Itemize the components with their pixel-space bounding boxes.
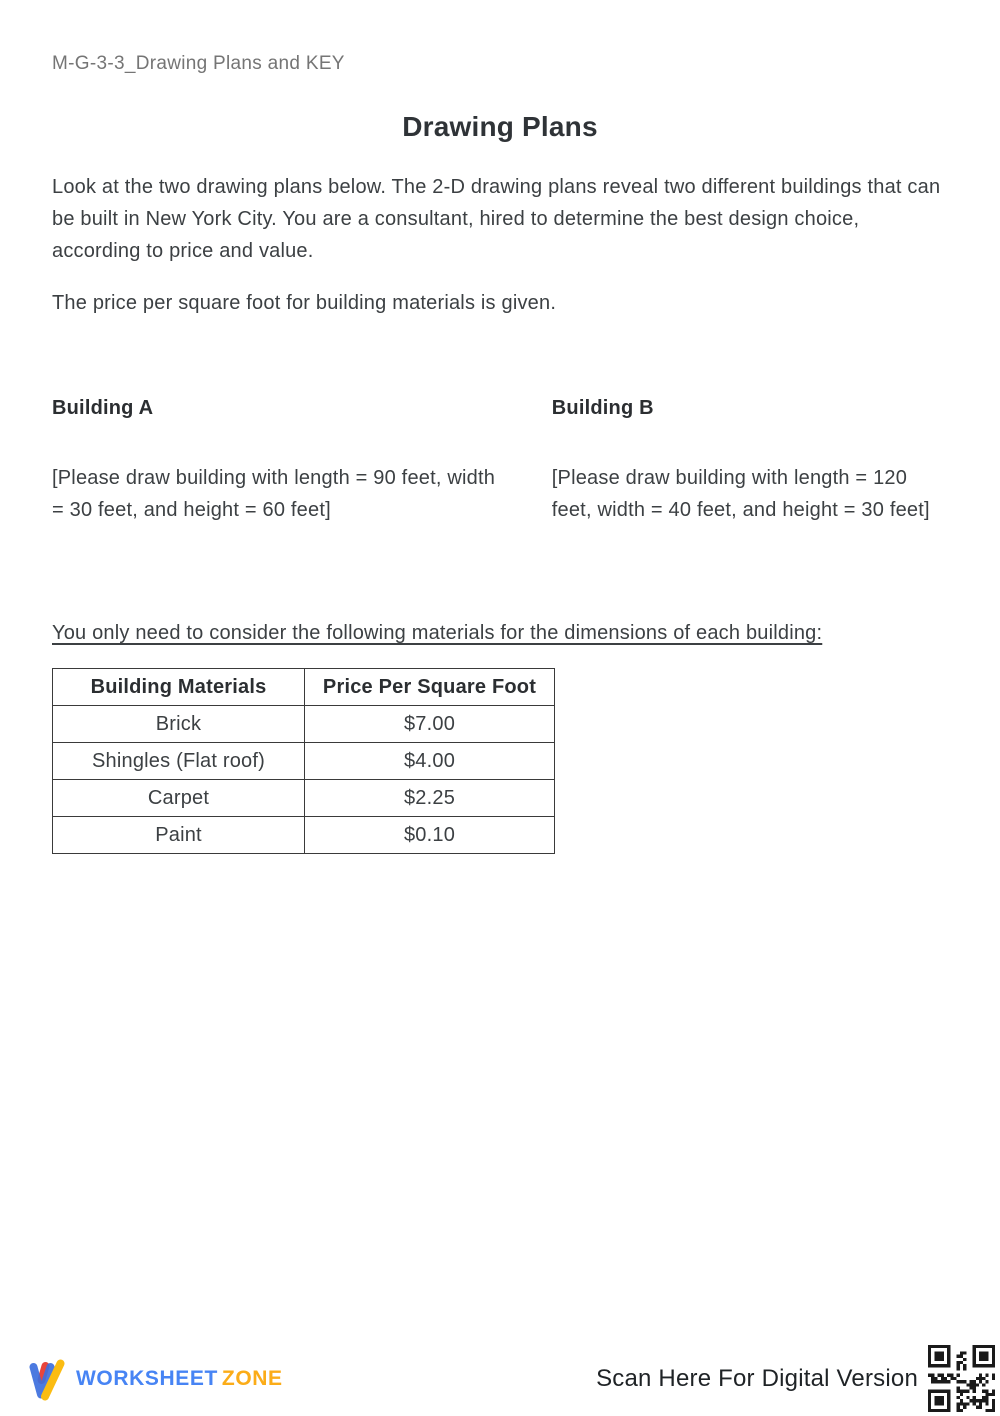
intro-paragraph: Look at the two drawing plans below. The 2-D drawing plans reveal two different buildings that can be built in New York City. You are a consultant, hired to determine the best design choice, according to price and value. <box>52 176 941 262</box>
table-row <box>53 743 555 780</box>
scan-section <box>596 1345 995 1412</box>
building-b-section <box>552 397 948 526</box>
document-filename: M-G-3-3_Drawing Plans and KEY <box>52 53 345 74</box>
material-cell: Carpet <box>53 780 305 817</box>
price-cell: $4.00 <box>305 743 555 780</box>
worksheetzone-logo <box>28 1356 283 1402</box>
price-note-paragraph: The price per square foot for building materials is given. <box>52 292 557 314</box>
materials-table <box>52 668 555 854</box>
logo-text-zone: ZONE <box>221 1366 283 1390</box>
logo-text-worksheet: WORKSHEET <box>76 1366 218 1390</box>
building-a-heading: Building A <box>52 397 154 419</box>
material-cell: Shingles (Flat roof) <box>53 743 305 780</box>
scan-here-text: Scan Here For Digital Version <box>596 1364 918 1392</box>
building-a-section <box>52 397 496 526</box>
buildings-section <box>52 397 948 526</box>
column-header-price: Price Per Square Foot <box>305 669 555 706</box>
material-cell: Paint <box>53 817 305 854</box>
material-cell: Brick <box>53 706 305 743</box>
table-row <box>53 817 555 854</box>
worksheetzone-logo-icon <box>28 1356 68 1402</box>
building-a-placeholder: [Please draw building with length = 90 feet, width = 30 feet, and height = 60 feet] <box>52 467 496 521</box>
materials-instruction: You only need to consider the following materials for the dimensions of each building: <box>52 622 823 644</box>
qr-code <box>928 1345 995 1412</box>
page-footer <box>0 1345 1000 1412</box>
column-header-materials: Building Materials <box>53 669 305 706</box>
building-b-heading: Building B <box>551 397 654 419</box>
table-row <box>53 706 555 743</box>
table-row <box>53 780 555 817</box>
building-b-placeholder: [Please draw building with length = 120 feet, width = 40 feet, and height = 30 feet] <box>551 467 930 521</box>
worksheetzone-logo-text <box>76 1367 283 1391</box>
price-cell: $2.25 <box>305 780 555 817</box>
price-cell: $7.00 <box>305 706 555 743</box>
price-cell: $0.10 <box>305 817 555 854</box>
table-header-row <box>53 669 555 706</box>
page-title: Drawing Plans <box>402 111 598 142</box>
